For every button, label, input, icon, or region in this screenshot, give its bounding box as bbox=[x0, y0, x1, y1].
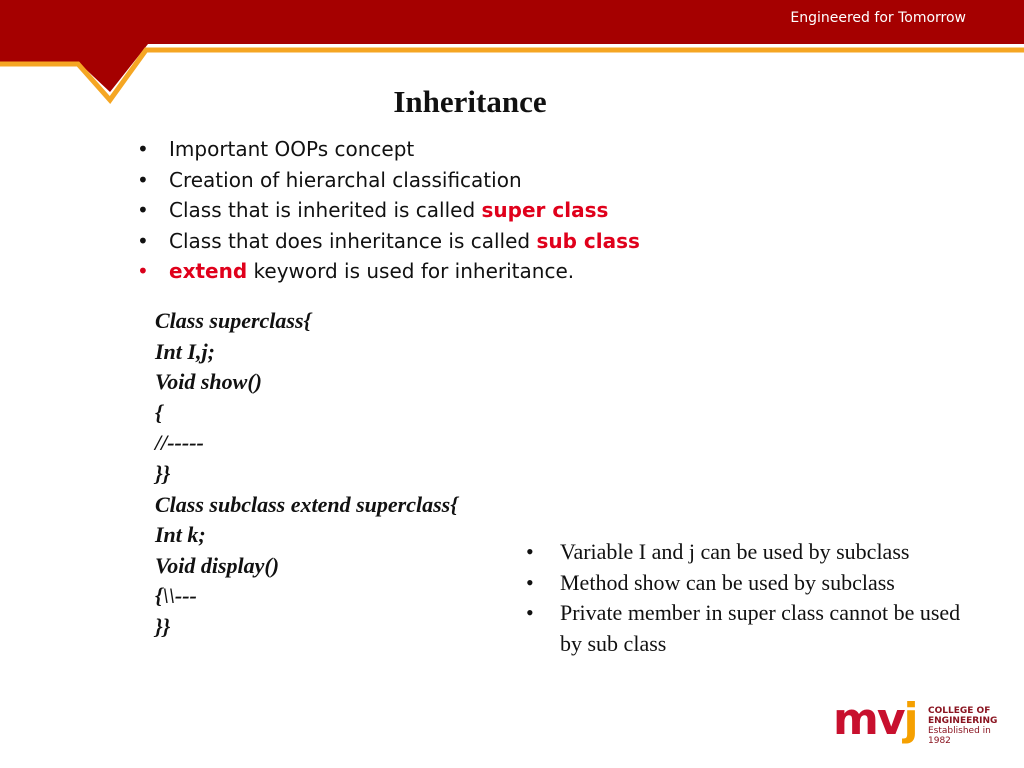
logo-mark bbox=[833, 694, 917, 745]
bullet-dot: • bbox=[137, 228, 149, 253]
college-logo bbox=[833, 694, 998, 752]
code-line: Void display() bbox=[155, 552, 280, 578]
header-tagline: Engineered for Tomorrow bbox=[790, 10, 966, 26]
logo-line-2: ENGINEERING bbox=[928, 716, 998, 726]
bullet-item bbox=[137, 256, 640, 287]
bullet-text: Creation of hierarchal classification bbox=[169, 167, 522, 192]
bullet-text: Important OOPs concept bbox=[169, 137, 415, 161]
bullet-item bbox=[137, 226, 640, 257]
logo-line-3: Established in 1982 bbox=[928, 726, 991, 746]
code-line: Int k; bbox=[155, 522, 206, 548]
bullet-highlight: super class bbox=[481, 198, 609, 222]
code-line: }} bbox=[155, 460, 171, 486]
bullet-dot: • bbox=[137, 259, 149, 283]
bullet-item bbox=[137, 165, 640, 196]
bullet-dot: • bbox=[137, 198, 149, 222]
bullet-text: Class that is inherited is called bbox=[169, 198, 482, 222]
logo-line-1: COLLEGE OF bbox=[928, 706, 991, 716]
code-line: Class superclass{ bbox=[155, 308, 312, 333]
bullet-item bbox=[137, 195, 640, 226]
code-block bbox=[155, 306, 458, 643]
note-dot: • bbox=[526, 569, 534, 595]
code-line: Void show() bbox=[155, 369, 262, 395]
notes-list bbox=[526, 537, 986, 659]
code-line: { bbox=[155, 399, 163, 425]
code-line: {\\--- bbox=[155, 583, 197, 609]
note-item bbox=[526, 568, 986, 599]
note-dot: • bbox=[526, 600, 534, 626]
logo-text bbox=[928, 706, 998, 746]
code-line: }} bbox=[155, 613, 171, 639]
bullet-item bbox=[137, 134, 640, 165]
note-item bbox=[526, 537, 986, 568]
bullet-list bbox=[137, 134, 640, 287]
code-line: Class subclass extend superclass{ bbox=[155, 491, 458, 517]
bullet-text: Class that does inheritance is called bbox=[169, 228, 537, 253]
logo-mark-mv: mv bbox=[833, 694, 904, 745]
bullet-dot: • bbox=[137, 167, 149, 192]
slide-title: Inheritance bbox=[393, 84, 547, 119]
bullet-dot: • bbox=[137, 137, 149, 161]
bullet-highlight: extend bbox=[169, 259, 248, 283]
note-item bbox=[526, 598, 986, 659]
code-line: Int I,j; bbox=[155, 338, 215, 364]
note-dot: • bbox=[526, 539, 534, 564]
note-text: Private member in super class cannot be used by sub class bbox=[560, 600, 961, 656]
note-text: Method show can be used by subclass bbox=[560, 569, 895, 595]
logo-mark-j: j bbox=[903, 694, 917, 745]
code-line: //----- bbox=[155, 430, 204, 456]
bullet-highlight: sub class bbox=[536, 228, 640, 253]
note-text: Variable I and j can be used by subclass bbox=[560, 539, 910, 564]
bullet-text: keyword is used for inheritance. bbox=[247, 259, 575, 283]
